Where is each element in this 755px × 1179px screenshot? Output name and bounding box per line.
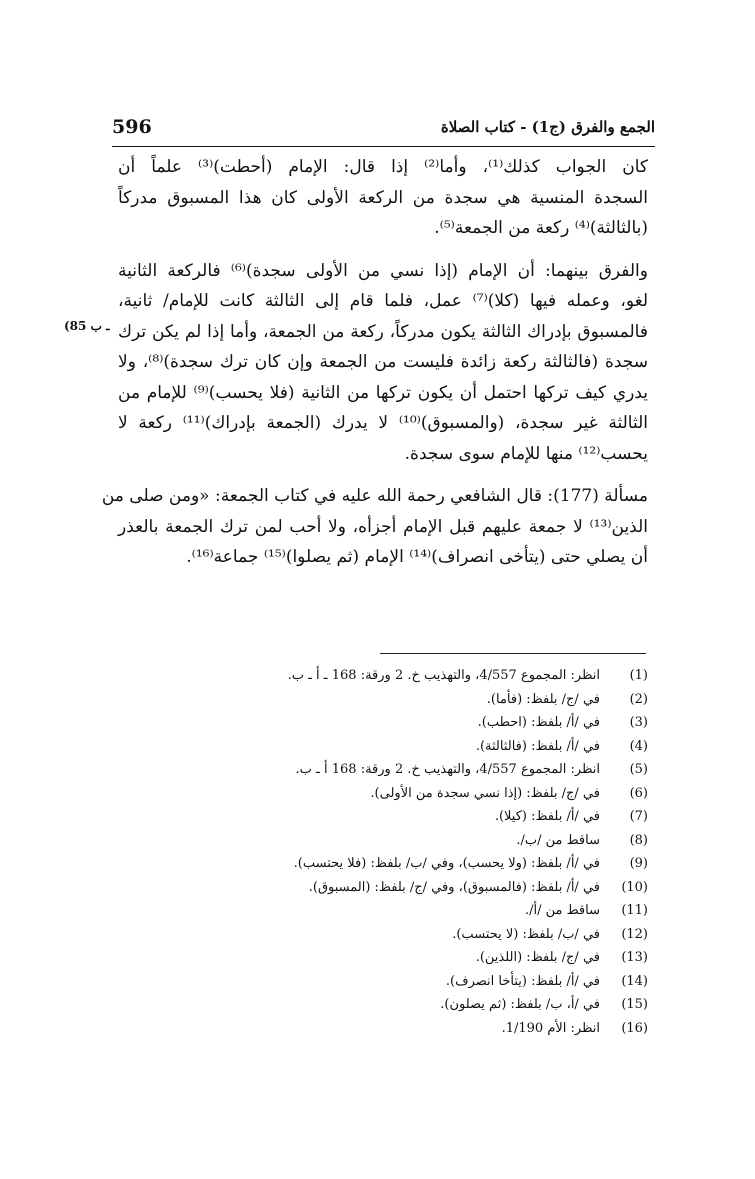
footnote-text: في /أ/ بلفظ: (احطب).: [477, 715, 600, 730]
footnote-text: في /أ/ بلفظ: (كيلا).: [494, 809, 600, 824]
footnote-text: في /أ، ب/ بلفظ: (ثم يصلون).: [440, 997, 600, 1012]
text-line: (بالثالثة)⁽⁴⁾ ركعة من الجمعة⁽⁵⁾.: [434, 218, 648, 238]
footnote-text: في /ج/ بلفظ: (اللذين).: [475, 950, 600, 965]
footnote: [118, 711, 648, 735]
footnote: [118, 664, 648, 688]
footnotes: [118, 664, 648, 1040]
running-title: الجمع والفرق (ج1) - كتاب الصلاة: [440, 118, 655, 136]
footnote-number: (10): [621, 879, 648, 895]
text-line: الذين⁽¹³⁾ لا جمعة عليهم قبل الإمام أجزأه، ولا أحب لمن ترك الجمعة بالعذر: [118, 516, 648, 537]
footnote-number: (3): [629, 715, 648, 730]
footnote: [118, 829, 648, 853]
footnote-rule: [380, 653, 646, 654]
text-line: لغو، وعمله فيها (كلا)⁽⁷⁾ عمل، فلما قام إلى الثالثة كانت للإمام/ ثانية،: [118, 291, 648, 311]
footnote-number: (11): [621, 903, 648, 918]
footnote-text: في /ب/ بلفظ: (لا يحتسب).: [452, 926, 600, 942]
footnote: [118, 782, 648, 806]
text-line: والفرق بينهما: أن الإمام (إذا نسي من الأولى سجدة)⁽⁶⁾ فالركعة الثانية: [118, 260, 648, 281]
footnote: [118, 1017, 648, 1041]
footnote-number: (5): [629, 762, 648, 777]
footnote: [118, 899, 648, 923]
paragraph-3: [101, 481, 648, 573]
footnote: [118, 876, 648, 900]
margin-folio-note: (85 ـ ب: [64, 319, 110, 333]
footnote-number: (1): [629, 668, 648, 683]
footnote-text: في /ج/ بلفظ: (إذا نسي سجدة من الأولى).: [370, 785, 600, 801]
footnote-number: (16): [621, 1020, 648, 1036]
page-header: [112, 114, 655, 144]
footnote-text: ساقط من /أ/.: [524, 903, 600, 918]
footnote: [118, 805, 648, 829]
footnote-number: (6): [629, 785, 648, 801]
footnote-text: في /أ/ بلفظ: (ولا يحسب)، وفي /ب/ بلفظ: (فلا يحتسب).: [293, 856, 600, 871]
footnote-number: (7): [629, 809, 648, 824]
footnote-number: (15): [621, 997, 648, 1012]
text-line: مسألة (177): قال الشافعي رحمة الله عليه في كتاب الجمعة: «ومن صلى من: [101, 486, 648, 506]
footnote-number: (14): [621, 973, 648, 989]
footnote: [118, 923, 648, 947]
footnote-text: ساقط من /ب/.: [516, 832, 600, 848]
footnote-text: في /ج/ بلفظ: (فأما).: [486, 691, 600, 707]
text-line: كان الجواب كذلك⁽¹⁾، وأما⁽²⁾ إذا قال: الإمام (أحطت)⁽³⁾ علماً أن: [118, 157, 648, 177]
header-rule: [112, 146, 655, 147]
footnote: [118, 970, 648, 994]
footnote: [118, 946, 648, 970]
footnote-text: في /أ/ بلفظ: (فالمسبوق)، وفي /ج/ بلفظ: (المسبوق).: [308, 879, 600, 895]
footnote-number: (4): [629, 738, 648, 754]
paragraph-1: [118, 152, 648, 244]
text-line: سجدة (فالثالثة ركعة زائدة فليست من الجمعة وإن كان ترك سجدة)⁽⁸⁾، ولا: [118, 352, 648, 372]
footnote-text: انظر: الأم 1/190.: [501, 1020, 600, 1036]
footnote-number: (2): [629, 691, 648, 707]
text-line: يحسب⁽¹²⁾ منها للإمام سوى سجدة.: [404, 443, 648, 464]
paragraph-2: [118, 256, 648, 470]
footnote-number: (13): [621, 950, 648, 965]
footnote: [118, 688, 648, 712]
text-line: السجدة المنسية هي سجدة من الركعة الأولى كان هذا المسبوق مدركاً: [118, 187, 648, 208]
text-line: الثالثة غير سجدة، (والمسبوق)⁽¹⁰⁾ لا يدرك (الجمعة بإدراك)⁽¹¹⁾ ركعة لا: [118, 413, 648, 433]
footnote: [118, 758, 648, 782]
footnote-text: في /أ/ بلفظ: (فالثالثة).: [475, 738, 600, 754]
footnote: [118, 993, 648, 1017]
page-number: 596: [112, 116, 152, 138]
footnote-number: (8): [629, 832, 648, 848]
footnote: [118, 735, 648, 759]
main-text: [101, 152, 648, 585]
footnote-text: انظر: المجموع 4/557، والتهذيب خ. 2 ورقة: 168 أ ـ ب.: [295, 762, 600, 777]
footnote: [118, 852, 648, 876]
text-line: أن يصلي حتى (يتأخى انصراف)⁽¹⁴⁾ الإمام (ثم يصلوا)⁽¹⁵⁾ جماعة⁽¹⁶⁾.: [186, 547, 648, 567]
footnote-text: انظر: المجموع 4/557، والتهذيب خ. 2 ورقة: 168 ـ أ ـ ب.: [287, 668, 600, 683]
footnote-number: (12): [621, 926, 648, 942]
text-line: يدري كيف تركها احتمل أن يكون تركها من الثانية (فلا يحسب)⁽⁹⁾ للإمام من: [118, 382, 648, 403]
footnote-number: (9): [629, 856, 648, 871]
text-line: فالمسبوق بإدراك الثالثة يكون مدركاً، ركعة من الجمعة، وأما إذا لم يكن ترك: [118, 321, 648, 342]
footnote-text: في /أ/ بلفظ: (يتأخا انصرف).: [445, 973, 600, 989]
